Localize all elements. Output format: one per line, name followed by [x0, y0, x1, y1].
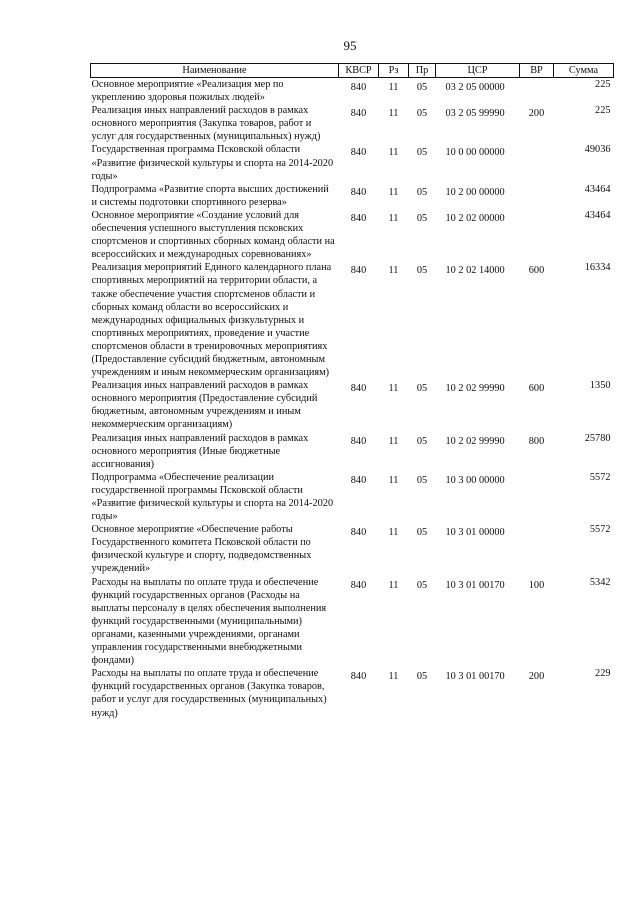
cell-name: Подпрограмма «Обеспечение реализации государственной программы Псковской области «Развитие физической культуры и спорта на 2014-2020 годы»	[91, 471, 334, 523]
cell-rz: 11	[388, 671, 399, 683]
header-rz: Рз	[379, 64, 409, 78]
cell-sum: 1350	[589, 380, 611, 392]
header-csr: ЦСР	[436, 64, 520, 78]
cell-vr	[520, 523, 554, 575]
cell-kvsr: 840	[350, 212, 367, 224]
table-row	[91, 379, 614, 431]
page-number: 95	[343, 38, 357, 53]
cell-kvsr: 840	[350, 671, 367, 683]
cell-vr: 100	[528, 579, 545, 591]
header-sum: Сумма	[554, 64, 614, 78]
cell-rz: 11	[388, 474, 399, 486]
cell-pr: 05	[416, 212, 428, 224]
cell-vr	[520, 183, 554, 209]
cell-sum: 43464	[584, 209, 611, 221]
cell-sum: 49036	[584, 144, 611, 156]
table-row	[91, 104, 614, 143]
table-row	[91, 143, 614, 182]
cell-kvsr: 840	[350, 435, 367, 447]
cell-pr: 05	[416, 671, 428, 683]
cell-sum: 16334	[584, 262, 611, 274]
table-row	[91, 523, 614, 575]
cell-name: Расходы на выплаты по оплате труда и обеспечение функций государственных органов (Закупка товаров, работ и услуг для государственных (муниципальных) нужд)	[91, 668, 327, 719]
cell-kvsr: 840	[350, 474, 367, 486]
cell-pr: 05	[416, 108, 428, 120]
cell-sum: 225	[595, 105, 611, 117]
cell-pr: 05	[416, 383, 428, 395]
cell-pr: 05	[416, 474, 428, 486]
budget-table	[90, 63, 614, 720]
cell-sum: 25780	[584, 432, 611, 444]
cell-rz: 11	[388, 82, 399, 93]
cell-rz: 11	[388, 212, 399, 224]
cell-rz: 11	[388, 108, 399, 120]
table-row	[91, 209, 614, 261]
cell-sum: 43464	[584, 183, 611, 195]
cell-vr: 200	[528, 671, 545, 683]
cell-sum: 5572	[589, 524, 611, 536]
cell-csr: 10 2 02 99990	[445, 383, 505, 395]
cell-pr: 05	[416, 265, 428, 277]
cell-rz: 11	[388, 147, 399, 159]
cell-name: Основное мероприятие «Обеспечение работы Государственного комитета Псковской области по физической культуре и спорту, подведомственных учреждений»	[91, 524, 312, 575]
cell-vr	[520, 143, 554, 182]
cell-csr: 03 2 05 99990	[445, 108, 505, 120]
table-row	[91, 667, 614, 719]
cell-csr: 10 3 01 00170	[445, 579, 505, 591]
table-row	[91, 432, 614, 471]
header-vr: ВР	[520, 64, 554, 78]
header-pr: Пр	[409, 64, 436, 78]
cell-csr: 10 3 00 00000	[445, 474, 505, 486]
cell-csr: 10 2 02 00000	[445, 212, 505, 224]
cell-name: Реализация иных направлений расходов в рамках основного мероприятия (Предоставление субсидий бюджетным, автономным учреждениям и иным некоммерческим организациям)	[91, 380, 318, 431]
cell-pr: 05	[416, 186, 428, 198]
cell-kvsr: 840	[350, 527, 367, 539]
cell-csr: 03 2 05 00000	[445, 82, 505, 93]
cell-rz: 11	[388, 579, 399, 591]
cell-sum: 225	[595, 79, 611, 90]
cell-name: Подпрограмма «Развитие спорта высших достижений и системы подготовки спортивного резерва»	[91, 183, 329, 208]
cell-rz: 11	[388, 527, 399, 539]
cell-kvsr: 840	[350, 265, 367, 277]
cell-csr: 10 0 00 00000	[445, 147, 505, 159]
table-row	[91, 261, 614, 379]
cell-csr: 10 2 02 14000	[445, 265, 505, 277]
table-body	[91, 78, 614, 720]
table-row	[91, 576, 614, 668]
cell-sum: 5572	[589, 471, 611, 483]
table-row	[91, 471, 614, 523]
cell-pr: 05	[416, 82, 428, 93]
cell-kvsr: 840	[350, 82, 367, 93]
cell-pr: 05	[416, 435, 428, 447]
cell-pr: 05	[416, 579, 428, 591]
table-row	[91, 183, 614, 209]
cell-sum: 5342	[589, 576, 611, 588]
cell-sum: 229	[595, 668, 611, 680]
cell-csr: 10 2 02 99990	[445, 435, 505, 447]
cell-csr: 10 2 00 00000	[445, 186, 505, 198]
cell-kvsr: 840	[350, 186, 367, 198]
cell-name: Основное мероприятие «Реализация мер по укреплению здоровья пожилых людей»	[91, 79, 284, 104]
cell-vr	[520, 78, 554, 105]
cell-csr: 10 3 01 00000	[445, 527, 505, 539]
cell-rz: 11	[388, 186, 399, 198]
cell-kvsr: 840	[350, 108, 367, 120]
cell-kvsr: 840	[350, 579, 367, 591]
cell-name: Реализация иных направлений расходов в рамках основного мероприятия (Иные бюджетные ассигнования)	[91, 432, 309, 470]
cell-kvsr: 840	[350, 147, 367, 159]
header-kvsr: КВСР	[339, 64, 379, 78]
table-header	[91, 64, 614, 78]
cell-rz: 11	[388, 265, 399, 277]
cell-vr: 200	[528, 108, 545, 120]
cell-rz: 11	[388, 383, 399, 395]
cell-name: Основное мероприятие «Создание условий для обеспечения успешного выступления псковских спортсменов и спортивных сборных команд области на всероссийских и международных соревнованиях»	[91, 209, 335, 261]
cell-vr: 800	[528, 435, 545, 447]
cell-name: Реализация мероприятий Единого календарного плана спортивных мероприятий на территории области, а также обеспечение участия спортсменов области и сборных команд области во всероссийских и международных официальных физкультурных и спортивных мероприятиях, проведение и участие спортсменов области в тренировочных мероприятиях (Предоставление субсидий бюджетным, автономным учреждениям и иным некоммерческим организациям)	[91, 262, 332, 379]
table-row	[91, 78, 614, 105]
cell-pr: 05	[416, 147, 428, 159]
cell-name: Расходы на выплаты по оплате труда и обеспечение функций государственных органов (Расходы на выплаты персоналу в целях обеспечения выполнения функций государственными (муниципальными) органами, казенными учреждениями, органами управления государственными внебюджетными фондами)	[91, 576, 327, 667]
cell-kvsr: 840	[350, 383, 367, 395]
cell-vr	[520, 209, 554, 261]
cell-vr	[520, 471, 554, 523]
cell-vr: 600	[528, 383, 545, 395]
cell-name: Государственная программа Псковской области «Развитие физической культуры и спорта на 2014-2020 годы»	[91, 144, 334, 182]
cell-rz: 11	[388, 435, 399, 447]
cell-name: Реализация иных направлений расходов в рамках основного мероприятия (Закупка товаров, работ и услуг для государственных (муниципальных) нужд)	[91, 105, 321, 143]
cell-pr: 05	[416, 527, 428, 539]
header-name: Наименование	[91, 64, 339, 78]
cell-csr: 10 3 01 00170	[445, 671, 505, 683]
cell-vr: 600	[528, 265, 545, 277]
